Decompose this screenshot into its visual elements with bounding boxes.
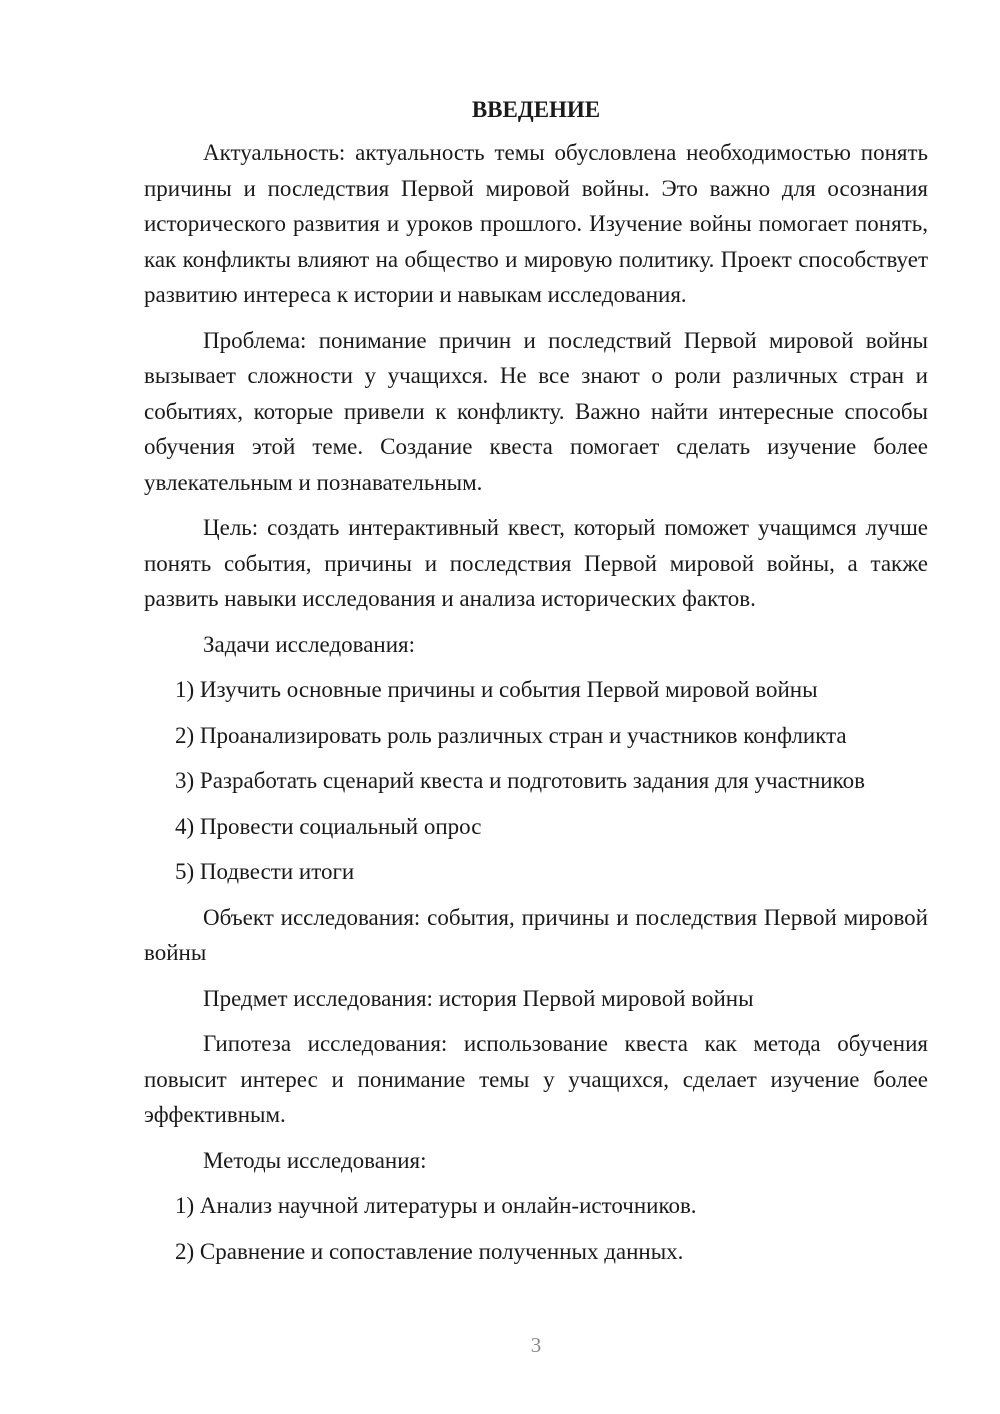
page-number: 3: [530, 1333, 542, 1357]
task-item-3: 3) Разработать сценарий квеста и подготовить задания для участников: [175, 768, 865, 793]
method-item-1: 1) Анализ научной литературы и онлайн-источников.: [175, 1193, 697, 1218]
task-item-4: 4) Провести социальный опрос: [175, 813, 482, 839]
page-title: ВВЕДЕНИЕ: [471, 97, 601, 122]
task-item-2: 2) Проанализировать роль различных стран и участников конфликта: [175, 722, 847, 748]
task-item-5: 5) Подвести итоги: [175, 859, 355, 884]
subject-paragraph: Предмет исследования: история Первой мировой войны: [203, 985, 754, 1011]
relevance-paragraph: Актуальность: актуальность темы обусловлена необходимостью понять причины и последствия Первой мировой войны. Это важно для осознания исторического развития и уроков прошлого. Изучение войны помогает понять, как конфликты влияют на общество и мировую политику. Проект способствует развитию интереса к истории и навыкам исследования.: [144, 140, 928, 307]
problem-paragraph: Проблема: понимание причин и последствий Первой мировой войны вызывает сложности у учащихся. Не все знают о роли различных стран и событиях, которые привели к конфликту. Важно найти интересные способы обучения этой теме. Создание квеста помогает сделать изучение более увлекательным и познавательным.: [144, 327, 928, 495]
goal-paragraph: Цель: создать интерактивный квест, который поможет учащимся лучше понять события, причины и последствия Первой мировой войны, а также развить навыки исследования и анализа исторических фактов.: [144, 515, 928, 611]
task-item-1: 1) Изучить основные причины и события Первой мировой войны: [175, 677, 818, 702]
hypothesis-paragraph: Гипотеза исследования: использование квеста как метода обучения повысит интерес и понимание темы у учащихся, сделает изучение более эффективным.: [144, 1031, 928, 1127]
tasks-heading: Задачи исследования:: [203, 631, 416, 657]
page-content: [144, 95, 928, 1279]
methods-heading: Методы исследования:: [203, 1147, 427, 1173]
object-paragraph: Объект исследования: события, причины и последствия Первой мировой войны: [144, 904, 928, 965]
method-item-2: 2) Сравнение и сопоставление полученных данных.: [175, 1238, 684, 1264]
